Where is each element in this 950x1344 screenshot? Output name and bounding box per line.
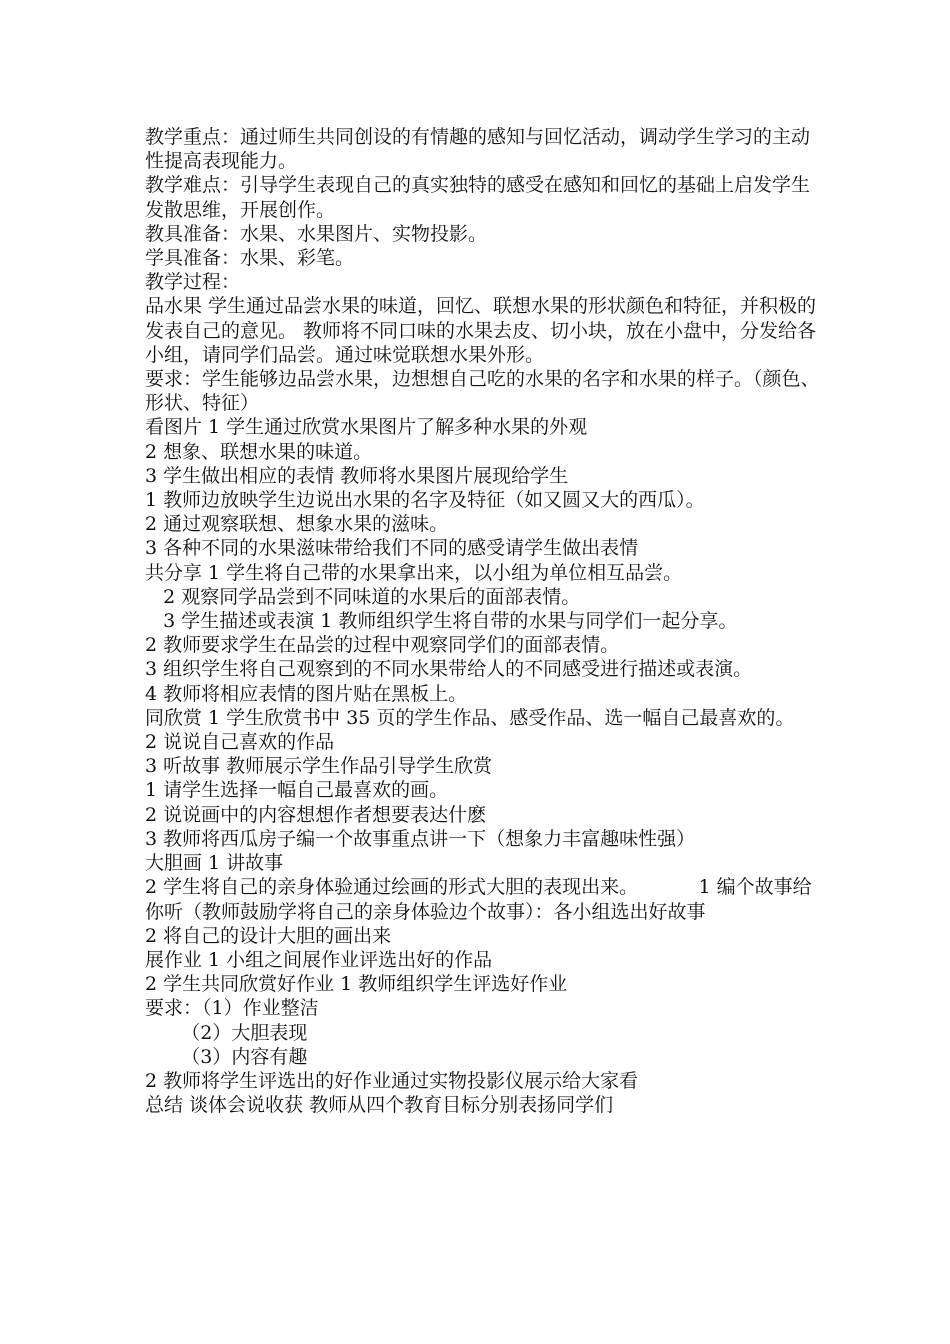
paragraph-summary: 总结 谈体会说收获 教师从四个教育目标分别表扬同学们	[145, 1094, 614, 1117]
list-item: 2 观察同学品尝到不同味道的水果后的面部表情。	[145, 585, 581, 608]
list-item: 3 听故事 教师展示学生作品引导学生欣赏	[145, 755, 493, 778]
list-item: 2 说说自己喜欢的作品	[145, 731, 335, 754]
list-item: 4 教师将相应表情的图片贴在黑板上。	[145, 682, 468, 705]
paragraph-show-work: 展作业 1 小组之间展作业评选出好的作品	[145, 948, 493, 971]
paragraph-appreciate: 同欣赏 1 学生欣赏书中 35 页的学生作品、感受作品、选一幅自己最喜欢的。	[145, 706, 795, 729]
paragraph-process-heading: 教学过程：	[145, 271, 241, 294]
paragraph-bold-drawing: 大胆画 1 讲故事	[145, 852, 284, 875]
list-item: 2 教师要求学生在品尝的过程中观察同学们的面部表情。	[145, 634, 620, 657]
paragraph-look-pictures: 看图片 1 学生通过欣赏水果图片了解多种水果的外观	[145, 416, 588, 439]
paragraph-difficulty: 教学难点：引导学生表现自己的真实独特的感受在感知和回忆的基础上启发学生发散思维，开展创作。	[145, 174, 811, 221]
list-item: 2 说说画中的内容想想作者想要表达什麽	[145, 803, 487, 826]
paragraph-key-point: 教学重点：通过师生共同创设的有情趣的感知与回忆活动，调动学生学习的主动性提高表现能力。	[145, 126, 811, 173]
list-item: （3）内容有趣	[145, 1045, 308, 1068]
paragraph-work-requirements: 要求：（1）作业整洁	[145, 997, 319, 1020]
paragraph-taste-fruit: 品水果 学生通过品尝水果的味道，回忆、联想水果的形状颜色和特征，并积极的发表自己的意见。 教师将不同口味的水果去皮、切小块，放在小盘中，分发给各小组，请同学们品尝。通过味觉联想水果外形。	[145, 295, 817, 366]
list-item: 3 各种不同的水果滋味带给我们不同的感受请学生做出表情	[145, 537, 639, 560]
paragraph-student-materials: 学具准备：水果、彩笔。	[145, 247, 355, 270]
list-item: 2 教师将学生评选出的好作业通过实物投影仪展示给大家看	[145, 1069, 639, 1092]
list-item: 1 请学生选择一幅自己最喜欢的画。	[145, 779, 449, 802]
list-item: 2 通过观察联想、想象水果的滋味。	[145, 513, 449, 536]
paragraph-teaching-aids: 教具准备：水果、水果图片、实物投影。	[145, 222, 488, 245]
list-item: （2）大胆表现	[145, 1021, 308, 1044]
list-item: 2 想象、联想水果的味道。	[145, 440, 373, 463]
paragraph-requirement: 要求：学生能够边品尝水果，边想想自己吃的水果的名字和水果的样子。（颜色、形状、特征）	[145, 368, 820, 415]
paragraph-share: 共分享 1 学生将自己带的水果拿出来，以小组为单位相互品尝。	[145, 561, 683, 584]
list-item: 3 组织学生将自己观察到的不同水果带给人的不同感受进行描述或表演。	[145, 658, 753, 681]
list-item: 3 学生做出相应的表情 教师将水果图片展现给学生	[145, 464, 569, 487]
list-item: 3 学生描述或表演 1 教师组织学生将自带的水果与同学们一起分享。	[145, 610, 738, 633]
list-item: 3 教师将西瓜房子编一个故事重点讲一下（想象力丰富趣味性强）	[145, 827, 696, 850]
list-item: 1 教师边放映学生边说出水果的名字及特征（如又圆又大的西瓜）。	[145, 489, 705, 512]
list-item: 2 将自己的设计大胆的画出来	[145, 924, 392, 947]
document-body	[145, 125, 825, 1117]
list-item: 2 学生共同欣赏好作业 1 教师组织学生评选好作业	[145, 973, 568, 996]
list-item: 2 学生将自己的亲身体验通过绘画的形式大胆的表现出来。 1 编个故事给你听（教师鼓励学将自己的亲身体验边个故事）：各小组选出好故事	[145, 876, 812, 923]
